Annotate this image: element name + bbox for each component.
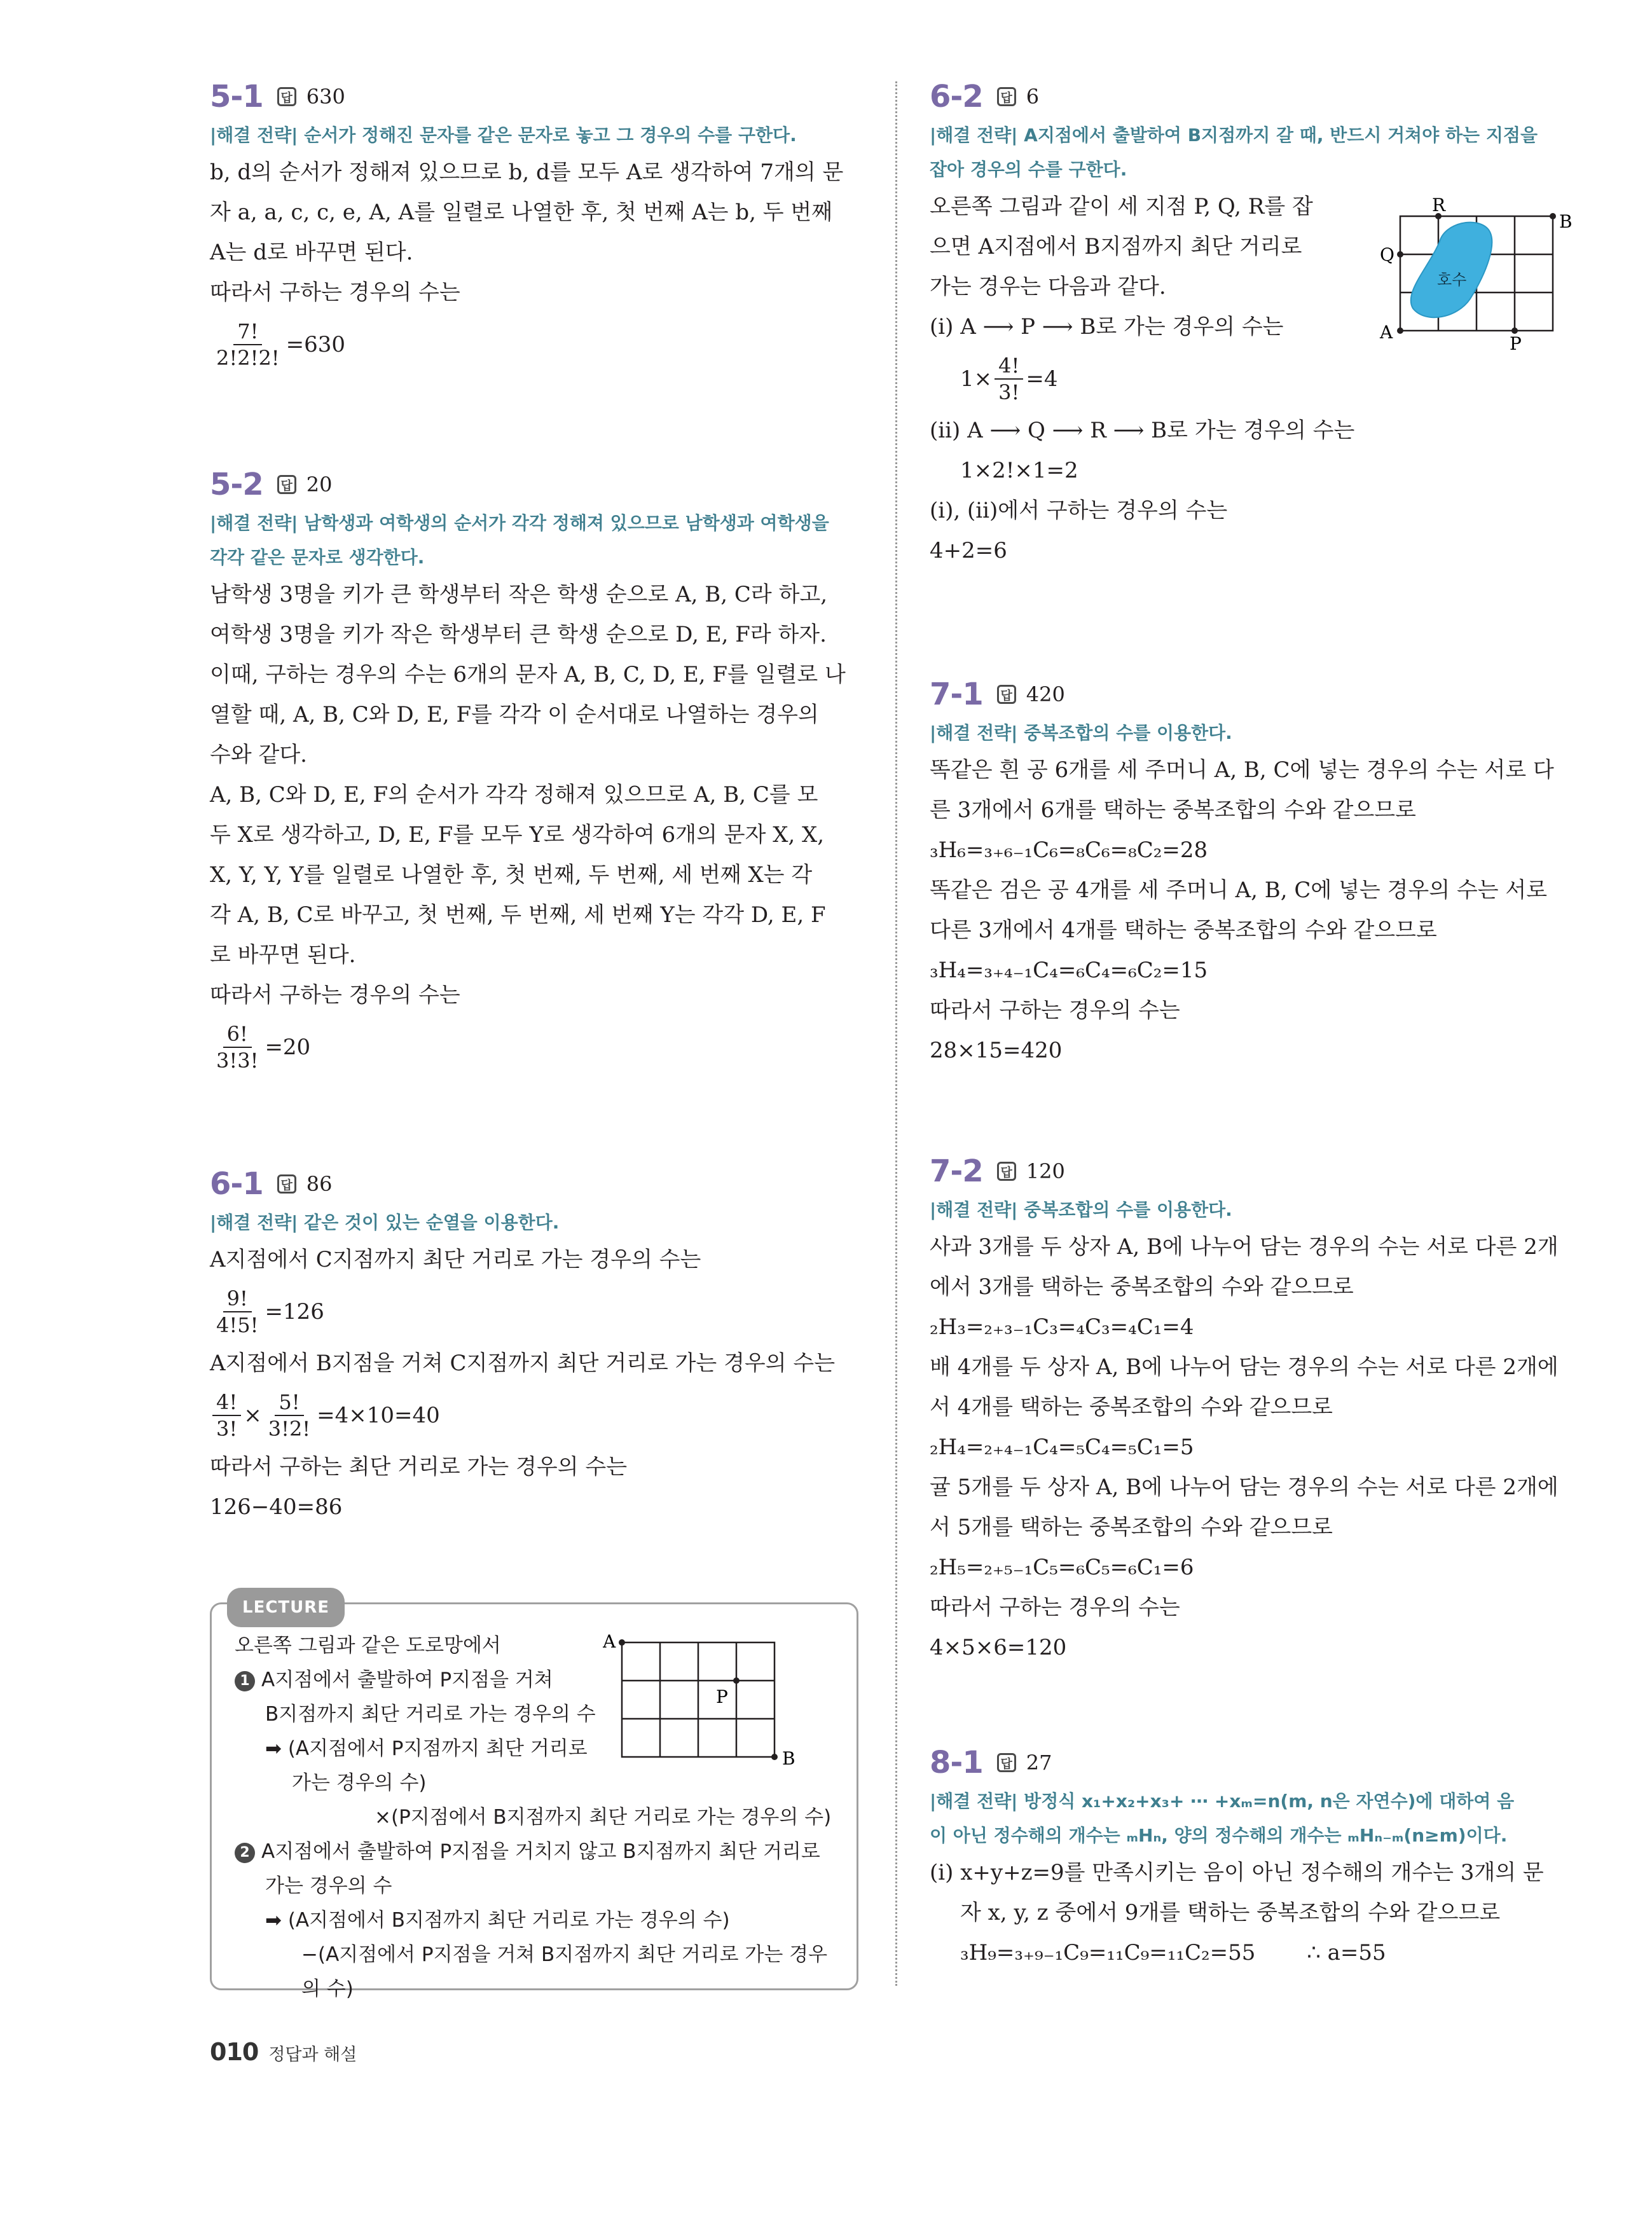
- label-b: B: [782, 1748, 795, 1769]
- answer-icon: 답: [997, 1162, 1016, 1181]
- text-line: 똑같은 흰 공 6개를 세 주머니 A, B, C에 넣는 경우의 수는 서로 다: [930, 757, 1554, 783]
- strategy-label: |해결 전략|: [210, 125, 298, 146]
- point-q: [1397, 251, 1403, 258]
- label-lake: 호수: [1437, 271, 1467, 289]
- label-b: B: [1559, 211, 1573, 232]
- strategy-label: |해결 전략|: [210, 1212, 298, 1233]
- answer-icon: 답: [997, 685, 1016, 704]
- lecture-line: 가는 경우의 수): [292, 1772, 427, 1794]
- strategy: [210, 1206, 862, 1240]
- strategy-text: 중복조합의 수를 이용한다.: [1024, 722, 1232, 743]
- strategy: [930, 1784, 1585, 1853]
- numerator: 4!: [995, 353, 1023, 380]
- lake-grid-figure: [1368, 197, 1585, 350]
- text-line: 따라서 구하는 경우의 수는: [930, 998, 1180, 1023]
- text-line: 1×2!×1=2: [960, 458, 1078, 483]
- strategy-label: |해결 전략|: [930, 1791, 1018, 1812]
- label-a: A: [603, 1631, 616, 1652]
- problem-5-2: [210, 464, 862, 1079]
- denominator: 3!: [998, 380, 1020, 404]
- text-line: 으면 A지점에서 B지점까지 최단 거리로: [930, 234, 1302, 259]
- fraction: [212, 1021, 262, 1073]
- text-line: 열할 때, A, B, C와 D, E, F를 각각 이 순서대로 나열하는 경우의: [210, 702, 819, 727]
- text-line: 따라서 구하는 최단 거리로 가는 경우의 수는: [210, 1454, 628, 1480]
- text-line: 두 X로 생각하고, D, E, F를 모두 Y로 생각하여 6개의 문자 X, X,: [210, 822, 825, 848]
- answer-value: 630: [306, 85, 345, 109]
- footer-label: 정답과 해설: [268, 2045, 357, 2065]
- answer-icon: 답: [277, 475, 296, 494]
- solution-text: [210, 1447, 862, 1527]
- text-line: 4×5×6=120: [930, 1635, 1067, 1660]
- point-b: [1550, 213, 1556, 219]
- problem-header: [930, 1742, 1585, 1783]
- equation-result: =4: [1026, 366, 1058, 392]
- text-line: A지점에서 C지점까지 최단 거리로 가는 경우의 수는: [210, 1247, 701, 1272]
- road-network-figure: [603, 1630, 813, 1770]
- lecture-line: ×(P지점에서 B지점까지 최단 거리로 가는 경우의 수): [375, 1806, 832, 1829]
- problem-5-1: [210, 76, 862, 376]
- denominator: 3!3!: [216, 1049, 259, 1073]
- column-divider: [895, 81, 897, 1986]
- problem-number: 8-1: [930, 1745, 983, 1780]
- equation-line: ₃H₄=₃₊₄₋₁C₄=₆C₄=₆C₂=15: [930, 958, 1208, 983]
- point-b: [771, 1754, 778, 1760]
- text-line: 자 x, y, z 중에서 9개를 택하는 중복조합의 수와 같으므로: [960, 1900, 1501, 1925]
- problem-7-2: [930, 1151, 1585, 1668]
- equation: [210, 313, 862, 376]
- page-number: 010: [210, 2038, 259, 2066]
- answer-value: 120: [1026, 1159, 1065, 1183]
- page-footer: [210, 2038, 357, 2066]
- strategy-text: 남학생과 여학생의 순서가 각각 정해져 있으므로 남학생과 여학생을: [304, 513, 829, 533]
- strategy-text: 방정식 x₁+x₂+x₃+ ⋯ +xₘ=n(m, n은 자연수)에 대하여 음: [1024, 1791, 1515, 1812]
- strategy-label: |해결 전략|: [930, 722, 1018, 743]
- text-line: b, d의 순서가 정해져 있으므로 b, d를 모두 A로 생각하여 7개의 문: [210, 160, 844, 185]
- text-line: 이때, 구하는 경우의 수는 6개의 문자 A, B, C, D, E, F를 일렬로 나: [210, 662, 846, 687]
- numerator: 5!: [275, 1389, 303, 1416]
- strategy-text: 이 아닌 정수해의 개수는 ₘHₙ, 양의 정수해의 개수는 ₘHₙ₋ₘ(n≥m)이다.: [930, 1825, 1508, 1846]
- equation-prefix: 1×: [960, 366, 993, 392]
- text-line: 다른 3개에서 4개를 택하는 중복조합의 수와 같으므로: [930, 918, 1437, 943]
- text-line: (ⅰ), (ⅱ)에서 구하는 경우의 수는: [930, 498, 1228, 523]
- strategy: [210, 506, 862, 575]
- label-p: P: [716, 1686, 728, 1707]
- equation: [210, 1384, 862, 1447]
- text-line: 서 4개를 택하는 중복조합의 수와 같으므로: [930, 1394, 1333, 1420]
- answer-value: 27: [1026, 1751, 1052, 1775]
- text-line: 귤 5개를 두 상자 A, B에 나누어 담는 경우의 수는 서로 다른 2개에: [930, 1475, 1559, 1500]
- text-line: 똑같은 검은 공 4개를 세 주머니 A, B, C에 넣는 경우의 수는 서로: [930, 878, 1548, 903]
- number-badge: 1: [235, 1671, 255, 1691]
- solution-text: [210, 1344, 862, 1384]
- text-line: 남학생 3명을 키가 큰 학생부터 작은 학생 순으로 A, B, C라 하고,: [210, 582, 828, 607]
- problem-number: 7-1: [930, 677, 983, 712]
- lecture-line: 가는 경우의 수: [265, 1875, 392, 1897]
- solution-text: [210, 1240, 862, 1280]
- problem-7-1: [930, 674, 1585, 1071]
- text-line: (ⅰ) A ⟶ P ⟶ B로 가는 경우의 수는: [930, 314, 1284, 340]
- denominator: 2!2!2!: [216, 346, 280, 370]
- label-a: A: [1380, 322, 1393, 343]
- point-p: [733, 1677, 740, 1684]
- problem-header: [930, 1151, 1585, 1192]
- lecture-box: [210, 1598, 858, 2000]
- solution-text: [930, 411, 1585, 571]
- fraction: [212, 1286, 262, 1338]
- fraction: [212, 1389, 241, 1442]
- denominator: 3!2!: [268, 1417, 311, 1441]
- text-line: (ⅱ) A ⟶ Q ⟶ R ⟶ B로 가는 경우의 수는: [930, 418, 1355, 443]
- text-line: 가는 경우는 다음과 같다.: [930, 274, 1166, 299]
- text-line: 126−40=86: [210, 1494, 343, 1520]
- strategy: [930, 1193, 1585, 1227]
- strategy: [930, 118, 1585, 187]
- answer-icon: 답: [997, 1753, 1016, 1772]
- equation: [930, 347, 1585, 411]
- text-line: X, Y, Y, Y를 일렬로 나열한 후, 첫 번째, 두 번째, 세 번째 X는 각: [210, 862, 813, 888]
- label-r: R: [1432, 197, 1446, 216]
- strategy-label: |해결 전략|: [930, 1199, 1018, 1220]
- problem-8-1: [930, 1742, 1585, 1973]
- problem-header: [210, 76, 862, 117]
- strategy-text: 각각 같은 문자로 생각한다.: [210, 547, 425, 568]
- strategy: [210, 118, 862, 153]
- answer-icon: 답: [277, 1174, 296, 1194]
- strategy-label: |해결 전략|: [930, 125, 1018, 146]
- lecture-line: [235, 1834, 837, 1869]
- solution-text: [210, 575, 862, 1015]
- point-a: [1397, 327, 1403, 334]
- text-line: 각 A, B, C로 바꾸고, 첫 번째, 두 번째, 세 번째 Y는 각각 D, E, F: [210, 902, 826, 928]
- text-line: 28×15=420: [930, 1038, 1063, 1063]
- text-line: 른 3개에서 6개를 택하는 중복조합의 수와 같으므로: [930, 797, 1416, 823]
- equation-result: =4×10=40: [317, 1403, 440, 1428]
- strategy-text: 중복조합의 수를 이용한다.: [1024, 1199, 1232, 1220]
- equation-result: =630: [286, 332, 346, 357]
- times-sign: ×: [244, 1403, 262, 1428]
- lecture-text: A지점에서 출발하여 P지점을 거쳐: [261, 1669, 553, 1691]
- fraction: [995, 353, 1023, 405]
- lecture-line: 오른쪽 그림과 같은 도로망에서: [235, 1634, 501, 1657]
- strategy-text: 같은 것이 있는 순열을 이용한다.: [304, 1212, 560, 1233]
- problem-number: 6-2: [930, 79, 983, 114]
- lecture-text: A지점에서 출발하여 P지점을 거치지 않고 B지점까지 최단 거리로: [261, 1840, 820, 1863]
- solution-text: [210, 153, 862, 313]
- answer-value: 86: [306, 1172, 333, 1196]
- solution-text: [930, 1853, 1585, 1973]
- text-line: 사과 3개를 두 상자 A, B에 나누어 담는 경우의 수는 서로 다른 2개: [930, 1234, 1559, 1260]
- text-line: 따라서 구하는 경우의 수는: [210, 982, 460, 1008]
- strategy-text: 잡아 경우의 수를 구한다.: [930, 159, 1127, 180]
- problem-number: 6-1: [210, 1166, 263, 1202]
- problem-6-1: [210, 1164, 862, 1527]
- equation-conclusion: ∴ a=55: [1307, 1940, 1386, 1965]
- label-p: P: [1510, 333, 1522, 350]
- lecture-line: −(A지점에서 P지점을 거쳐 B지점까지 최단 거리로 가는 경우의 수): [301, 1943, 828, 2000]
- text-line: 오른쪽 그림과 같이 세 지점 P, Q, R를 잡: [930, 194, 1313, 219]
- equation: ₃H₉=₃₊₉₋₁C₉=₁₁C₉=₁₁C₂=55: [960, 1940, 1256, 1965]
- text-line: (ⅰ) x+y+z=9를 만족시키는 음이 아닌 정수해의 개수는 3개의 문: [930, 1860, 1544, 1885]
- fraction: [212, 319, 284, 371]
- answer-icon: 답: [277, 87, 296, 106]
- lake-shape: [1411, 223, 1492, 318]
- answer-value: 420: [1026, 682, 1065, 706]
- equation-result: =20: [265, 1035, 311, 1060]
- label-q: Q: [1380, 244, 1394, 265]
- equation-line: [930, 1933, 1585, 1973]
- numerator: 9!: [223, 1286, 252, 1312]
- numerator: 4!: [212, 1389, 241, 1416]
- problem-header: [210, 1164, 862, 1204]
- equation-line: ₂H₄=₂₊₄₋₁C₄=₅C₄=₅C₁=5: [930, 1435, 1194, 1460]
- strategy-text: 순서가 정해진 문자를 같은 문자로 놓고 그 경우의 수를 구한다.: [304, 125, 797, 146]
- answer-icon: 답: [997, 87, 1016, 106]
- problem-header: [210, 464, 862, 505]
- equation: [210, 1015, 862, 1079]
- numerator: 7!: [233, 319, 262, 345]
- text-line: 배 4개를 두 상자 A, B에 나누어 담는 경우의 수는 서로 다른 2개에: [930, 1354, 1559, 1380]
- text-line: 따라서 구하는 경우의 수는: [930, 1595, 1180, 1620]
- solution-text: [930, 1227, 1585, 1668]
- text-line: 여학생 3명을 키가 작은 학생부터 큰 학생 순으로 D, E, F라 하자.: [210, 622, 827, 647]
- lecture-line: ➡ (A지점에서 B지점까지 최단 거리로 가는 경우의 수): [265, 1909, 730, 1932]
- denominator: 4!5!: [216, 1313, 259, 1337]
- text-line: A지점에서 B지점을 거쳐 C지점까지 최단 거리로 가는 경우의 수는: [210, 1351, 836, 1376]
- solution-text: [930, 750, 1585, 1071]
- strategy-text: A지점에서 출발하여 B지점까지 갈 때, 반드시 거쳐야 하는 지점을: [1024, 125, 1538, 146]
- text-line: 4+2=6: [930, 538, 1007, 563]
- equation: [210, 1280, 862, 1344]
- answer-value: 20: [306, 472, 333, 497]
- equation-line: ₂H₅=₂₊₅₋₁C₅=₆C₅=₆C₁=6: [930, 1555, 1194, 1580]
- numerator: 6!: [223, 1021, 252, 1048]
- problem-header: [930, 76, 1585, 117]
- strategy: [930, 716, 1585, 750]
- problem-header: [930, 674, 1585, 715]
- strategy-label: |해결 전략|: [210, 513, 298, 533]
- lecture-line: B지점까지 최단 거리로 가는 경우의 수: [265, 1703, 596, 1726]
- lecture-tag: LECTURE: [227, 1588, 345, 1627]
- answer-value: 6: [1026, 85, 1040, 109]
- fraction: [265, 1389, 314, 1442]
- text-line: 자 a, a, c, c, e, A, A를 일렬로 나열한 후, 첫 번째 A는 b, 두 번째: [210, 200, 833, 225]
- problem-6-2: [930, 76, 1585, 571]
- problem-number: 7-2: [930, 1153, 983, 1189]
- problem-number: 5-1: [210, 79, 263, 114]
- text-line: 수와 같다.: [210, 742, 307, 767]
- text-line: 로 바꾸면 된다.: [210, 942, 356, 968]
- text-line: 서 5개를 택하는 중복조합의 수와 같으므로: [930, 1515, 1333, 1540]
- text-line: 에서 3개를 택하는 중복조합의 수와 같으므로: [930, 1274, 1354, 1300]
- text-line: 따라서 구하는 경우의 수는: [210, 280, 460, 305]
- equation-line: ₃H₆=₃₊₆₋₁C₆=₈C₆=₈C₂=28: [930, 837, 1208, 863]
- number-badge: 2: [235, 1843, 255, 1863]
- equation-result: =126: [265, 1299, 324, 1325]
- point-a: [619, 1639, 625, 1646]
- lecture-line: ➡ (A지점에서 P지점까지 최단 거리로: [265, 1737, 588, 1760]
- problem-number: 5-2: [210, 467, 263, 502]
- denominator: 3!: [216, 1417, 238, 1441]
- equation-line: ₂H₃=₂₊₃₋₁C₃=₄C₃=₄C₁=4: [930, 1314, 1194, 1340]
- text-line: A, B, C와 D, E, F의 순서가 각각 정해져 있으므로 A, B, C를 모: [210, 782, 818, 808]
- text-line: A는 d로 바꾸면 된다.: [210, 240, 413, 265]
